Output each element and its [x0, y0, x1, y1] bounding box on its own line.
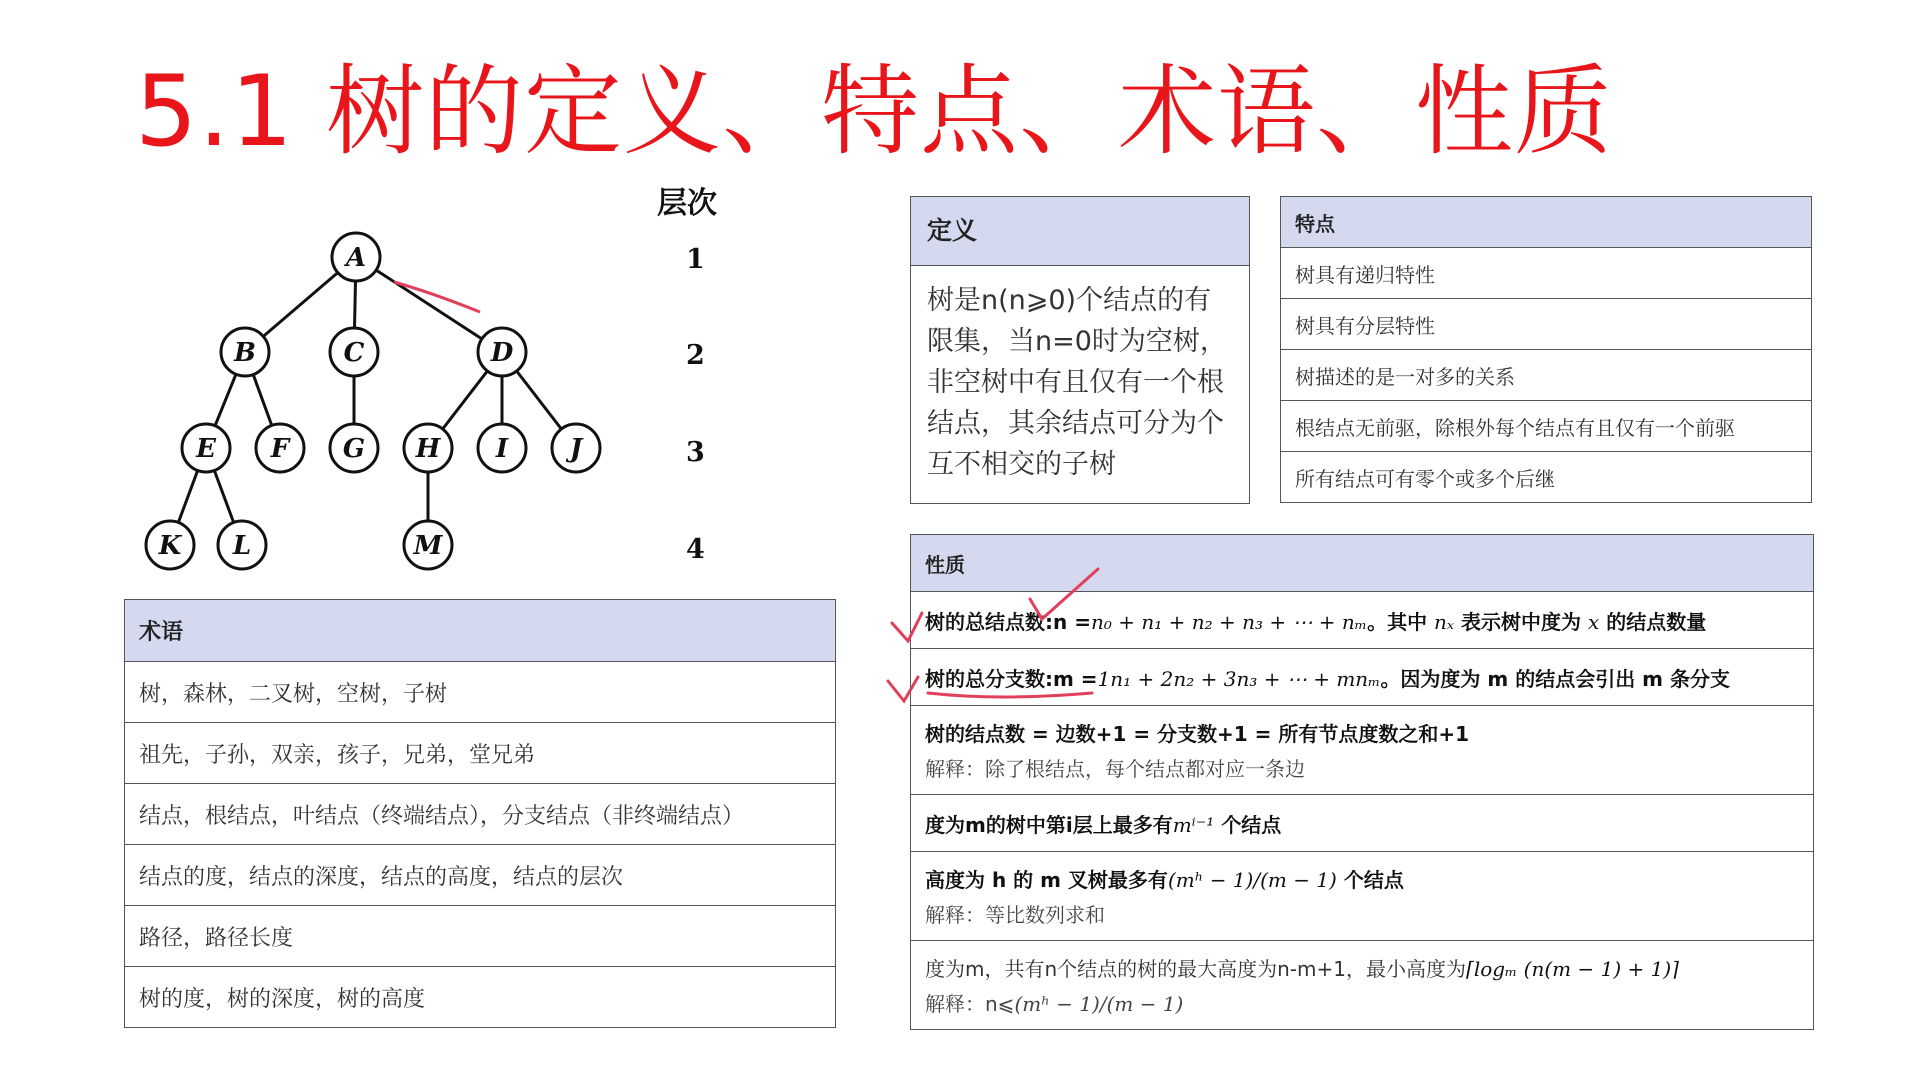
property-height-range: [911, 941, 1814, 1030]
definition-text: 树是n(n⩾0)个结点的有限集，当n=0时为空树，非空树中有且仅有一个根结点，其余结点可分为个互不相交的子树: [927, 285, 1227, 480]
property-height-max-nodes: [911, 852, 1814, 941]
level-4: 4: [686, 534, 705, 565]
terms-row: 结点，根结点，叶结点（终端结点），分支结点（非终端结点）: [125, 784, 836, 845]
tree-node-l: [218, 521, 266, 569]
definition-heading: 定义: [911, 197, 1249, 266]
level-2: 2: [686, 340, 705, 371]
page-title: 5.1 树的定义、特点、术语、性质: [135, 55, 1614, 169]
formula: 1n₁ + 2n₂ + 3n₃ + ⋯ + mnₘ: [1097, 666, 1381, 691]
definition-box: [910, 196, 1250, 504]
tree-node-g: [330, 424, 378, 472]
formula: ⌈logₘ (n(m − 1) + 1)⌉: [1466, 957, 1679, 981]
property-text: 表示树中度为: [1461, 609, 1581, 634]
property-text: 。其中: [1367, 609, 1428, 634]
property-text: 度为m的树中第i层上最多有: [925, 812, 1173, 837]
tree-node-h: [404, 424, 452, 472]
tree-node-c: [330, 328, 378, 376]
property-level-max: [911, 795, 1814, 852]
formula: (mʰ − 1)/(m − 1): [1167, 868, 1337, 892]
level-3: 3: [686, 437, 705, 468]
svg-text:F: F: [270, 434, 290, 464]
svg-text:K: K: [158, 531, 182, 561]
annotation-stroke: [394, 282, 480, 312]
terms-row: 结点的度，结点的深度，结点的高度，结点的层次: [125, 845, 836, 906]
features-row: 所有结点可有零个或多个后继: [1281, 452, 1812, 503]
tree-node-m: [404, 521, 452, 569]
property-text: 高度为 h 的 m 叉树最多有: [925, 868, 1168, 892]
level-1: 1: [686, 244, 705, 275]
svg-text:I: I: [495, 434, 509, 464]
svg-text:H: H: [415, 434, 441, 464]
tree-node-b: [221, 328, 269, 376]
terms-row: 树，森林，二叉树，空树，子树: [125, 662, 836, 723]
svg-text:E: E: [196, 434, 216, 464]
property-text: 个结点: [1221, 812, 1282, 837]
svg-text:D: D: [490, 338, 514, 368]
property-label: 树的总结点数:n =: [925, 609, 1091, 634]
property-explanation: 解释：除了根结点，每个结点都对应一条边: [925, 757, 1305, 781]
features-row: 根结点无前驱，除根外每个结点有且仅有一个前驱: [1281, 401, 1812, 452]
property-node-count: [911, 706, 1814, 795]
svg-text:L: L: [232, 531, 252, 561]
property-text: 度为m，共有n个结点的树的最大高度为n-m+1，最小高度为: [925, 957, 1467, 981]
tree-node-f: [256, 424, 304, 472]
tree-node-a: [332, 233, 380, 281]
terms-table: [124, 599, 836, 1028]
property-text: 。因为度为 m 的结点会引出 m 条分支: [1380, 666, 1730, 691]
terms-row: 路径，路径长度: [125, 906, 836, 967]
svg-text:J: J: [569, 434, 583, 464]
property-text: 树的结点数 = 边数+1 = 分支数+1 = 所有节点度数之和+1: [925, 722, 1470, 746]
checkmark-icon: [888, 677, 918, 701]
property-text: 的结点数量: [1606, 609, 1707, 634]
property-text: 个结点: [1343, 868, 1404, 892]
property-label: 树的总分支数:m =: [925, 666, 1098, 691]
underline-stroke: [928, 693, 1092, 697]
svg-text:G: G: [342, 434, 366, 464]
tree-diagram: [130, 220, 650, 580]
property-explanation: 解释：等比数列求和: [925, 903, 1105, 927]
checkmark-icon: [1030, 569, 1098, 619]
tree-node-d: [478, 328, 526, 376]
svg-text:C: C: [343, 338, 365, 368]
annotation-marks: [880, 555, 1120, 715]
svg-text:M: M: [413, 531, 443, 561]
tree-node-e: [182, 424, 230, 472]
checkmark-icon: [892, 613, 922, 641]
tree-node-i: [478, 424, 526, 472]
levels-heading: 层次: [657, 186, 717, 221]
property-explanation: 解释：n⩽: [925, 992, 1015, 1016]
formula: x: [1587, 609, 1600, 634]
features-row: 树具有分层特性: [1281, 299, 1812, 350]
formula: mⁱ⁻¹: [1172, 812, 1215, 837]
terms-row: 树的度，树的深度，树的高度: [125, 967, 836, 1028]
features-row: 树具有递归特性: [1281, 248, 1812, 299]
features-row: 树描述的是一对多的关系: [1281, 350, 1812, 401]
tree-node-j: [552, 424, 600, 472]
svg-text:A: A: [345, 243, 367, 273]
features-heading: 特点: [1281, 197, 1812, 248]
terms-row: 祖先，子孙，双亲，孩子，兄弟，堂兄弟: [125, 723, 836, 784]
features-table: [1280, 196, 1812, 503]
terms-heading: 术语: [125, 600, 836, 662]
svg-text:B: B: [234, 338, 256, 368]
formula: n₀ + n₁ + n₂ + n₃ + ⋯ + nₘ: [1090, 609, 1368, 634]
formula: (mʰ − 1)/(m − 1): [1014, 992, 1184, 1016]
properties-heading: 性质: [911, 535, 1814, 592]
formula: nₓ: [1434, 609, 1455, 634]
tree-node-k: [146, 521, 194, 569]
